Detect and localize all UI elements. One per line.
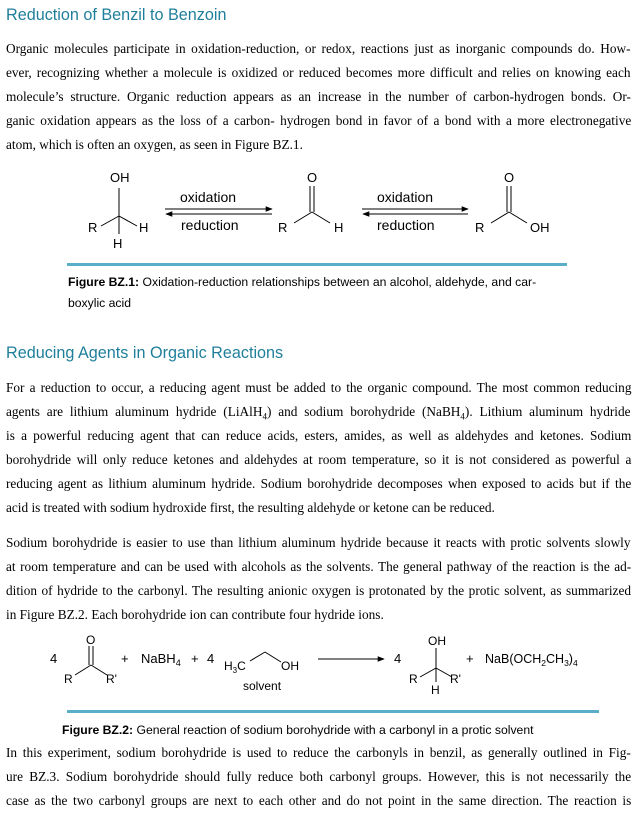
reduction-label: reduction (377, 217, 435, 233)
h-label: H (113, 236, 123, 251)
coefficient-label: 4 (207, 651, 215, 666)
text-line: dition of hydride to the carbonyl. The resulting anionic oxygen is protonated by the protic solvent, as summarized (6, 583, 631, 598)
caption-text: Oxidation-reduction relationships between an alcohol, aldehyde, and car- (142, 275, 537, 289)
oxidation-label: oxidation (377, 189, 434, 205)
r-label: R (64, 672, 73, 686)
aldehyde-structure (278, 170, 343, 235)
h-label: H (139, 220, 149, 235)
equilibrium-arrows-2 (362, 189, 468, 233)
o-label: O (504, 170, 515, 185)
text-line: is a powerful reducing agent that can reduce acids, esters, amides, as well as aldehydes and ketones. Sodium (6, 428, 632, 443)
nabh4-label: NaBH$_4$ (141, 651, 181, 668)
heading-reducing-agents: Reducing Agents in Organic Reactions (6, 344, 284, 362)
paragraph-redox-intro (6, 37, 631, 157)
figure-bz2-scheme (0, 630, 642, 705)
caption-text: General reaction of sodium borohydride with a carbonyl in a protic solvent (136, 723, 534, 737)
r-prime-label: R' (450, 672, 461, 686)
heading-reduction-of-benzil: Reduction of Benzil to Benzoin (6, 6, 227, 24)
oh-label: OH (530, 220, 550, 235)
figure-rule (67, 263, 567, 266)
coefficient-label: 4 (50, 651, 58, 666)
equilibrium-arrows-1 (165, 189, 272, 233)
h-label: H (334, 220, 344, 235)
text-line: ever, recognizing whether a molecule is oxidized or reduced becomes more difficult and relies on knowing each (6, 65, 631, 80)
text-line: Sodium borohydride is easier to use than lithium aluminum hydride because it reacts with protic solvents slowly (6, 535, 631, 550)
oh-label: OH (428, 634, 446, 648)
text-line: atom, which is often an oxygen, as seen in Figure BZ.1. (6, 137, 303, 152)
r-label: R (409, 672, 418, 686)
alcohol-structure (88, 170, 148, 251)
text-line: molecule’s structure. Organic reduction appears as an increase in the number of carbon-hydrogen bonds. Or- (6, 89, 631, 104)
r-label: R (88, 220, 98, 235)
text-line: borohydride will only reduce ketones and aldehydes at room temperature, so it is not considered as powerful a (6, 452, 632, 467)
ethanol-structure (224, 652, 299, 693)
figure-bz1-scheme (0, 160, 642, 260)
text-line: ganic oxidation appears as the loss of a carbon- hydrogen bond in favor of a bond with a more electronegative (6, 113, 632, 128)
oxidation-label: oxidation (180, 189, 237, 205)
paragraph-sodium-borohydride (6, 531, 631, 627)
plus-label: + (121, 651, 129, 666)
text-line: case as the two carbonyl groups are next to each other and do not point in the same direction. The reaction is (6, 793, 632, 808)
caption-label: Figure BZ.1: (68, 275, 140, 289)
text-line: Organic molecules participate in oxidation-reduction, or redox, reactions just as inorganic compounds do. How- (6, 41, 631, 56)
r-prime-label: R' (106, 672, 117, 686)
sodium-tetraethoxyborate-label: $NaB(OCH_2CH_3)_4$ (485, 652, 578, 668)
text-line: ure BZ.3. Sodium borohydride should fully reduce both carbonyl groups. However, this is not necessarily the (6, 769, 632, 784)
figure-rule (67, 710, 599, 713)
text-line: at room temperature and can be used with alcohols as the solvents. The general pathway of the reaction is the ad- (6, 559, 632, 574)
h-label: H (431, 683, 440, 697)
plus-label: + (466, 651, 474, 666)
paragraph-reducing-agents (6, 376, 631, 520)
coefficient-label: 4 (394, 651, 402, 666)
r-label: R (278, 220, 288, 235)
caption-text: boxylic acid (68, 296, 131, 310)
carboxylic-acid-structure (475, 170, 550, 235)
oh-label: OH (110, 170, 130, 185)
caption-label: Figure BZ.2: (62, 723, 134, 737)
reduction-label: reduction (181, 217, 239, 233)
text-line: acid is treated with sodium hydroxide first, the resulting aldehyde or ketone can be reduced. (6, 500, 495, 515)
figure-bz2-caption (62, 720, 622, 741)
paragraph-experiment-overview (6, 741, 631, 813)
text-line: agents are lithium aluminum hydride (LiAlH$_4$) and sodium borohydride (NaBH$_4$). Lithium aluminum hydride (6, 404, 631, 422)
ketone-structure (50, 633, 117, 686)
text-line: For a reduction to occur, a reducing agent must be added to the organic compound. The most common reducing (6, 380, 632, 395)
figure-bz1-caption (68, 272, 573, 314)
h3c-label: $H_3C$ (224, 659, 246, 675)
text-line: In this experiment, sodium borohydride is used to reduce the carbonyls in benzil, as generally outlined in Fig- (6, 745, 631, 760)
r-label: R (475, 220, 485, 235)
oh-label: OH (281, 659, 299, 673)
o-label: O (307, 170, 318, 185)
plus-label: + (191, 651, 199, 666)
o-label: O (86, 633, 96, 647)
alcohol-product-structure (409, 634, 461, 697)
text-line: in Figure BZ.2. Each borohydride ion can contribute four hydride ions. (6, 607, 384, 622)
text-line: reducing agent as lithium aluminum hydride. Sodium borohydride decomposes when exposed to acids but if the (6, 476, 632, 491)
solvent-label: solvent (243, 679, 282, 693)
